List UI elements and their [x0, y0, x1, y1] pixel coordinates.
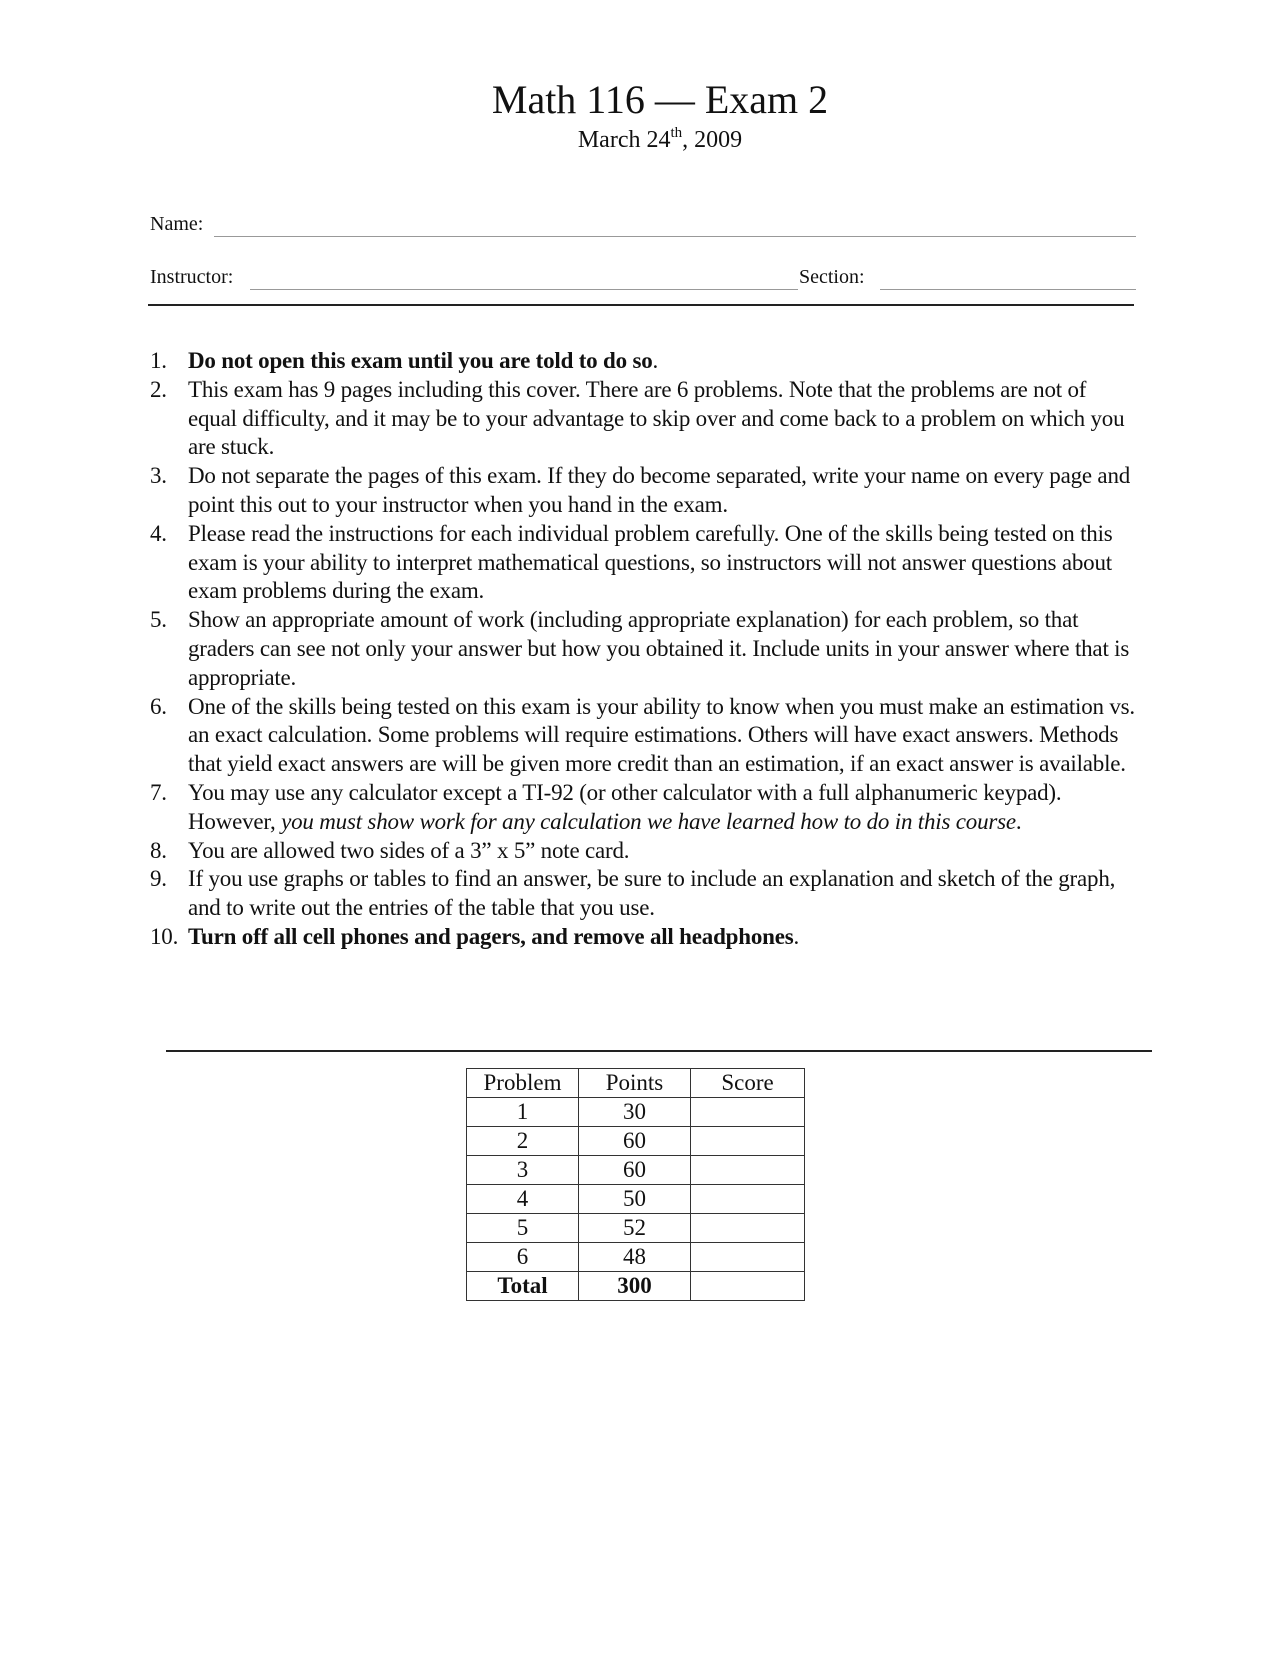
problem-cell: 4 — [467, 1185, 579, 1214]
problem-cell: 6 — [467, 1243, 579, 1272]
column-header-problem: Problem — [467, 1069, 579, 1098]
total-row — [467, 1272, 805, 1301]
table-row — [467, 1214, 805, 1243]
problem-cell: 2 — [467, 1127, 579, 1156]
column-header-score: Score — [691, 1069, 805, 1098]
instruction-text: You are allowed two sides of a 3” x 5” note card. — [188, 837, 630, 863]
table-row — [467, 1127, 805, 1156]
instructor-label: Instructor: — [150, 266, 234, 288]
instruction-text-after: . — [1015, 808, 1022, 834]
instruction-number: 9. — [150, 866, 167, 892]
problem-cell: 1 — [467, 1098, 579, 1127]
name-label: Name: — [150, 213, 204, 235]
section-field[interactable] — [880, 289, 1136, 290]
score-cell[interactable] — [691, 1214, 805, 1243]
instruction-text: If you use graphs or tables to find an answer, be sure to include an explanation and sketch of the graph, and to write out the entries of the table that you use. — [188, 866, 1116, 921]
score-cell[interactable] — [691, 1098, 805, 1127]
points-cell: 30 — [579, 1098, 691, 1127]
instruction-item — [150, 376, 1140, 462]
instruction-text: You may use any calculator except a TI-92 (or other calculator with a full alphanumeric keypad). However, — [188, 779, 1062, 834]
instruction-bold-text: Turn off all cell phones and pagers, and remove all headphones — [188, 923, 794, 949]
instruction-italic-text: you must show work for any calculation we have learned how to do in this course — [281, 808, 1016, 834]
instruction-item — [150, 923, 1140, 952]
score-cell[interactable] — [691, 1243, 805, 1272]
table-row — [467, 1098, 805, 1127]
exam-date — [0, 124, 1280, 156]
date-superscript: th — [670, 125, 683, 141]
instruction-number: 6. — [150, 693, 167, 719]
instruction-number: 8. — [150, 837, 167, 863]
instruction-item — [150, 837, 1140, 866]
instruction-text: One of the skills being tested on this exam is your ability to know when you must make an estimation vs. an exact calculation. Some problems will require estimations. Others will have exact answers. Methods that yield exact answers are will be given more credit than an estimation, if an exact answer is available. — [188, 693, 1135, 777]
date-year: , 2009 — [682, 127, 743, 153]
total-label: Total — [467, 1272, 579, 1301]
instruction-number: 2. — [150, 376, 167, 402]
instruction-number: 5. — [150, 607, 167, 633]
instruction-text: Please read the instructions for each individual problem carefully. One of the skills being tested on this exam is your ability to interpret mathematical questions, so instructors will not answer questions about exam problems during the exam. — [188, 520, 1113, 604]
instruction-item — [150, 520, 1140, 606]
instruction-text: Show an appropriate amount of work (including appropriate explanation) for each problem, so that graders can see not only your answer but how you obtained it. Include units in your answer where that is appropriate. — [188, 607, 1130, 690]
instruction-number: 4. — [150, 520, 167, 546]
name-field[interactable] — [214, 236, 1136, 237]
instructions-list — [150, 347, 1140, 952]
total-score-cell[interactable] — [691, 1272, 805, 1301]
table-row — [467, 1185, 805, 1214]
instruction-number: 1. — [150, 348, 167, 373]
header-divider — [148, 304, 1134, 306]
instructor-field[interactable] — [250, 289, 798, 290]
total-points: 300 — [579, 1272, 691, 1301]
instruction-item — [150, 347, 1140, 376]
instruction-text: This exam has 9 pages including this cover. There are 6 problems. Note that the problems are not of equal difficulty, and it may be to your advantage to skip over and come back to a problem on which you are stuck. — [188, 376, 1125, 460]
points-cell: 60 — [579, 1127, 691, 1156]
section-label: Section: — [799, 266, 865, 288]
table-row — [467, 1243, 805, 1272]
instructions-divider — [166, 1050, 1152, 1052]
score-cell[interactable] — [691, 1127, 805, 1156]
instruction-number: 7. — [150, 779, 167, 805]
score-cell[interactable] — [691, 1156, 805, 1185]
instruction-item — [150, 462, 1140, 520]
instruction-item — [150, 693, 1140, 779]
instruction-number: 3. — [150, 463, 167, 489]
column-header-points: Points — [579, 1069, 691, 1098]
points-cell: 48 — [579, 1243, 691, 1272]
date-main: March 24 — [577, 127, 671, 153]
score-table-header — [467, 1069, 805, 1098]
problem-cell: 5 — [467, 1214, 579, 1243]
score-table — [466, 1068, 805, 1301]
instruction-text: Do not separate the pages of this exam. If they do become separated, write your name on every page and point this out to your instructor when you hand in the exam. — [188, 463, 1131, 517]
points-cell: 60 — [579, 1156, 691, 1185]
instruction-text: . — [793, 923, 800, 949]
instruction-bold-text: Do not open this exam until you are told to do so — [188, 348, 653, 373]
points-cell: 50 — [579, 1185, 691, 1214]
problem-cell: 3 — [467, 1156, 579, 1185]
instruction-text: . — [652, 348, 659, 373]
instruction-item — [150, 606, 1140, 692]
points-cell: 52 — [579, 1214, 691, 1243]
instruction-item — [150, 779, 1140, 837]
instruction-number: 10. — [150, 923, 179, 949]
instruction-item — [150, 865, 1140, 923]
exam-title: Math 116 — Exam 2 — [491, 77, 829, 122]
table-row — [467, 1156, 805, 1185]
score-cell[interactable] — [691, 1185, 805, 1214]
